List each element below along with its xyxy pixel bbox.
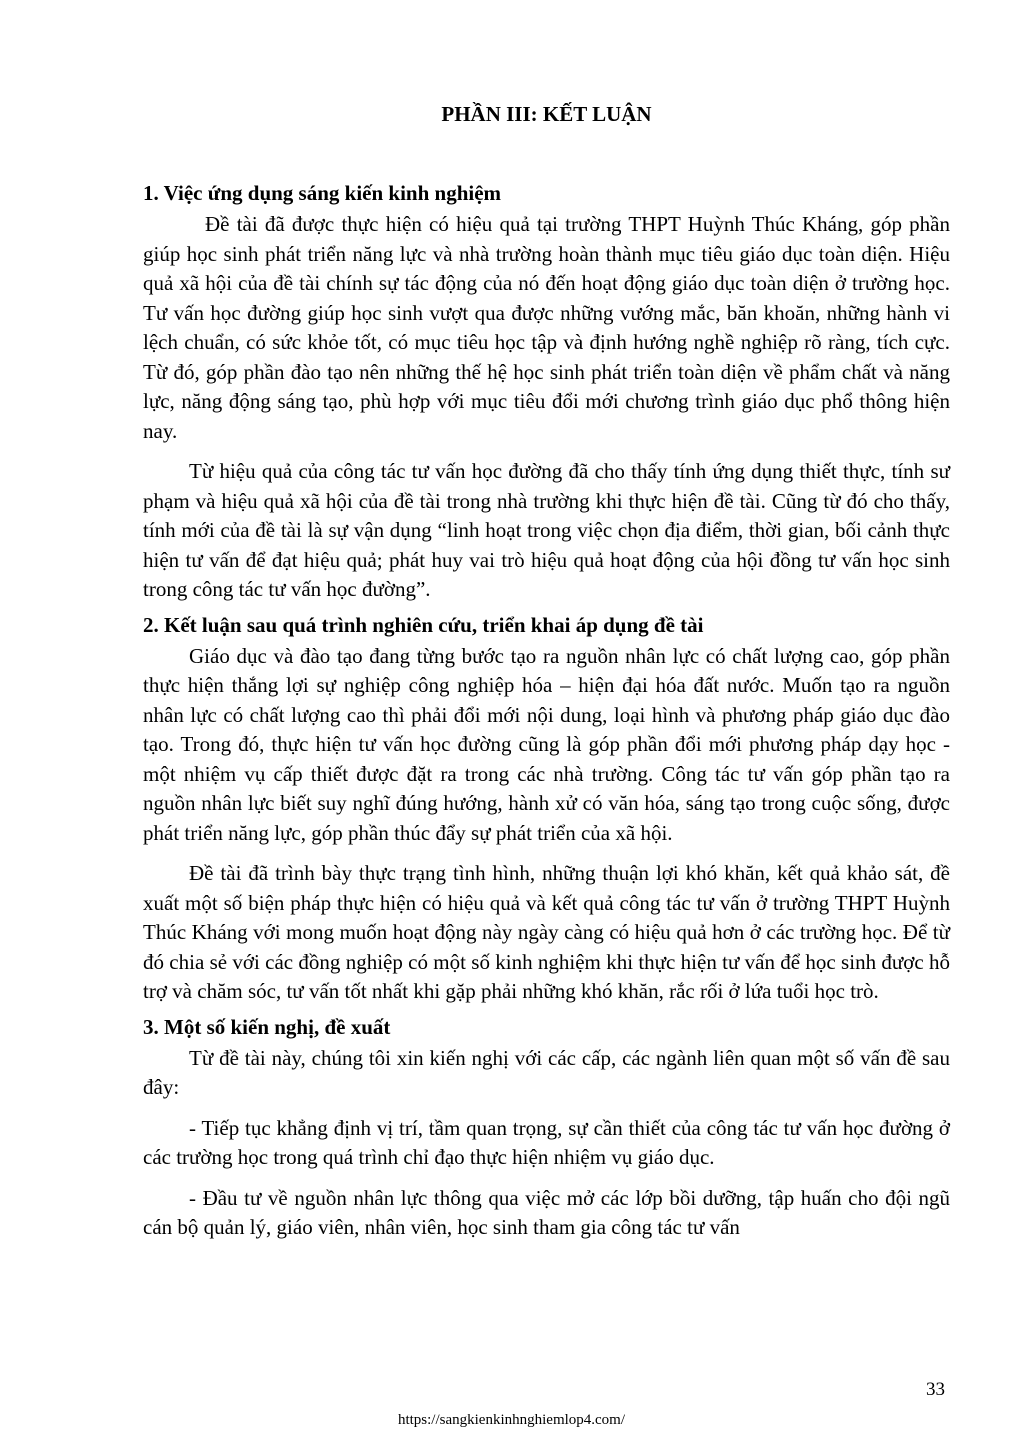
- section-heading-3: 3. Một số kiến nghị, đề xuất: [143, 1014, 391, 1039]
- paragraph: Giáo dục và đào tạo đang từng bước tạo ra nguồn nhân lực có chất lượng cao, góp phần thực hiện thắng lợi sự nghiệp công nghiệp hóa – hiện đại hóa đất nước. Muốn tạo ra nguồn nhân lực có chất lượng cao thì phải đổi mới nội dung, loại hình và phương pháp giáo dục đào tạo. Trong đó, thực hiện tư vấn học đường cũng là góp phần đổi mới phương pháp dạy học - một nhiệm vụ cấp thiết được đặt ra trong các nhà trường. Công tác tư vấn góp phần tạo ra nguồn nhân lực biết suy nghĩ đúng hướng, hành xử có văn hóa, sáng tạo trong cuộc sống, được phát triển năng lực, góp phần thúc đẩy sự phát triển của xã hội.: [143, 643, 950, 845]
- section-heading-1: 1. Việc ứng dụng sáng kiến kinh nghiệm: [143, 181, 502, 205]
- paragraph: Từ đề tài này, chúng tôi xin kiến nghị với các cấp, các ngành liên quan một số vấn đề sau đây:: [143, 1045, 950, 1099]
- paragraph: Đề tài đã trình bày thực trạng tình hình, những thuận lợi khó khăn, kết quả khảo sát, đề xuất một số biện pháp thực hiện có hiệu quả và kết quả công tác tư vấn ở trường THPT Huỳnh Thúc Kháng với mong muốn hoạt động này ngày càng có hiệu quả hơn ở các trường học. Để từ đó chia sẻ với các đồng nghiệp có một số kinh nghiệm khi thực hiện tư vấn để học sinh được hỗ trợ và chăm sóc, tư vấn tốt nhất khi gặp phải những khó khăn, rắc rối ở lứa tuổi học trò.: [143, 861, 950, 1003]
- page-number: 33: [926, 1379, 945, 1400]
- paragraph: Từ hiệu quả của công tác tư vấn học đường đã cho thấy tính ứng dụng thiết thực, tính sư phạm và hiệu quả xã hội của đề tài trong nhà trường khi thực hiện đề tài. Cũng từ đó cho thấy, tính mới của đề tài là sự vận dụng “linh hoạt trong việc chọn địa điểm, thời gian, bối cảnh thực hiện tư vấn để đạt hiệu quả; phát huy vai trò hiệu quả hoạt động của hội đồng tư vấn học sinh trong công tác tư vấn học đường”.: [143, 459, 950, 601]
- paragraph: Đề tài đã được thực hiện có hiệu quả tại trường THPT Huỳnh Thúc Kháng, góp phần giúp học sinh phát triển năng lực và nhà trường hoàn thành mục tiêu giáo dục toàn diện. Hiệu quả xã hội của đề tài chính sự tác động của nó đến hoạt động giáo dục toàn diện ở trường học. Tư vấn học đường giúp học sinh vượt qua được những vướng mắc, băn khoăn, những hành vi lệch chuẩn, có sức khỏe tốt, có mục tiêu học tập và định hướng nghề nghiệp rõ ràng, tích cực. Từ đó, góp phần đào tạo nên những thế hệ học sinh phát triển toàn diện về phẩm chất và năng lực, năng động sáng tạo, phù hợp với mục tiêu đổi mới chương trình giáo dục phổ thông hiện nay.: [143, 212, 950, 443]
- footer-url: https://sangkienkinhnghiemlop4.com/: [397, 1412, 626, 1428]
- paragraph: - Đầu tư về nguồn nhân lực thông qua việc mở các lớp bồi dưỡng, tập huấn cho đội ngũ cán bộ quản lý, giáo viên, nhân viên, học sinh tham gia công tác tư vấn: [143, 1185, 950, 1239]
- page-title: PHẦN III: KẾT LUẬN: [441, 102, 652, 126]
- section-heading-2: 2. Kết luận sau quá trình nghiên cứu, triển khai áp dụng đề tài: [143, 612, 704, 637]
- body-text: [143, 179, 950, 1254]
- paragraph: - Tiếp tục khẳng định vị trí, tầm quan trọng, sự cần thiết của công tác tư vấn học đường ở các trường học trong quá trình chỉ đạo thực hiện nhiệm vụ giáo dục.: [143, 1115, 950, 1169]
